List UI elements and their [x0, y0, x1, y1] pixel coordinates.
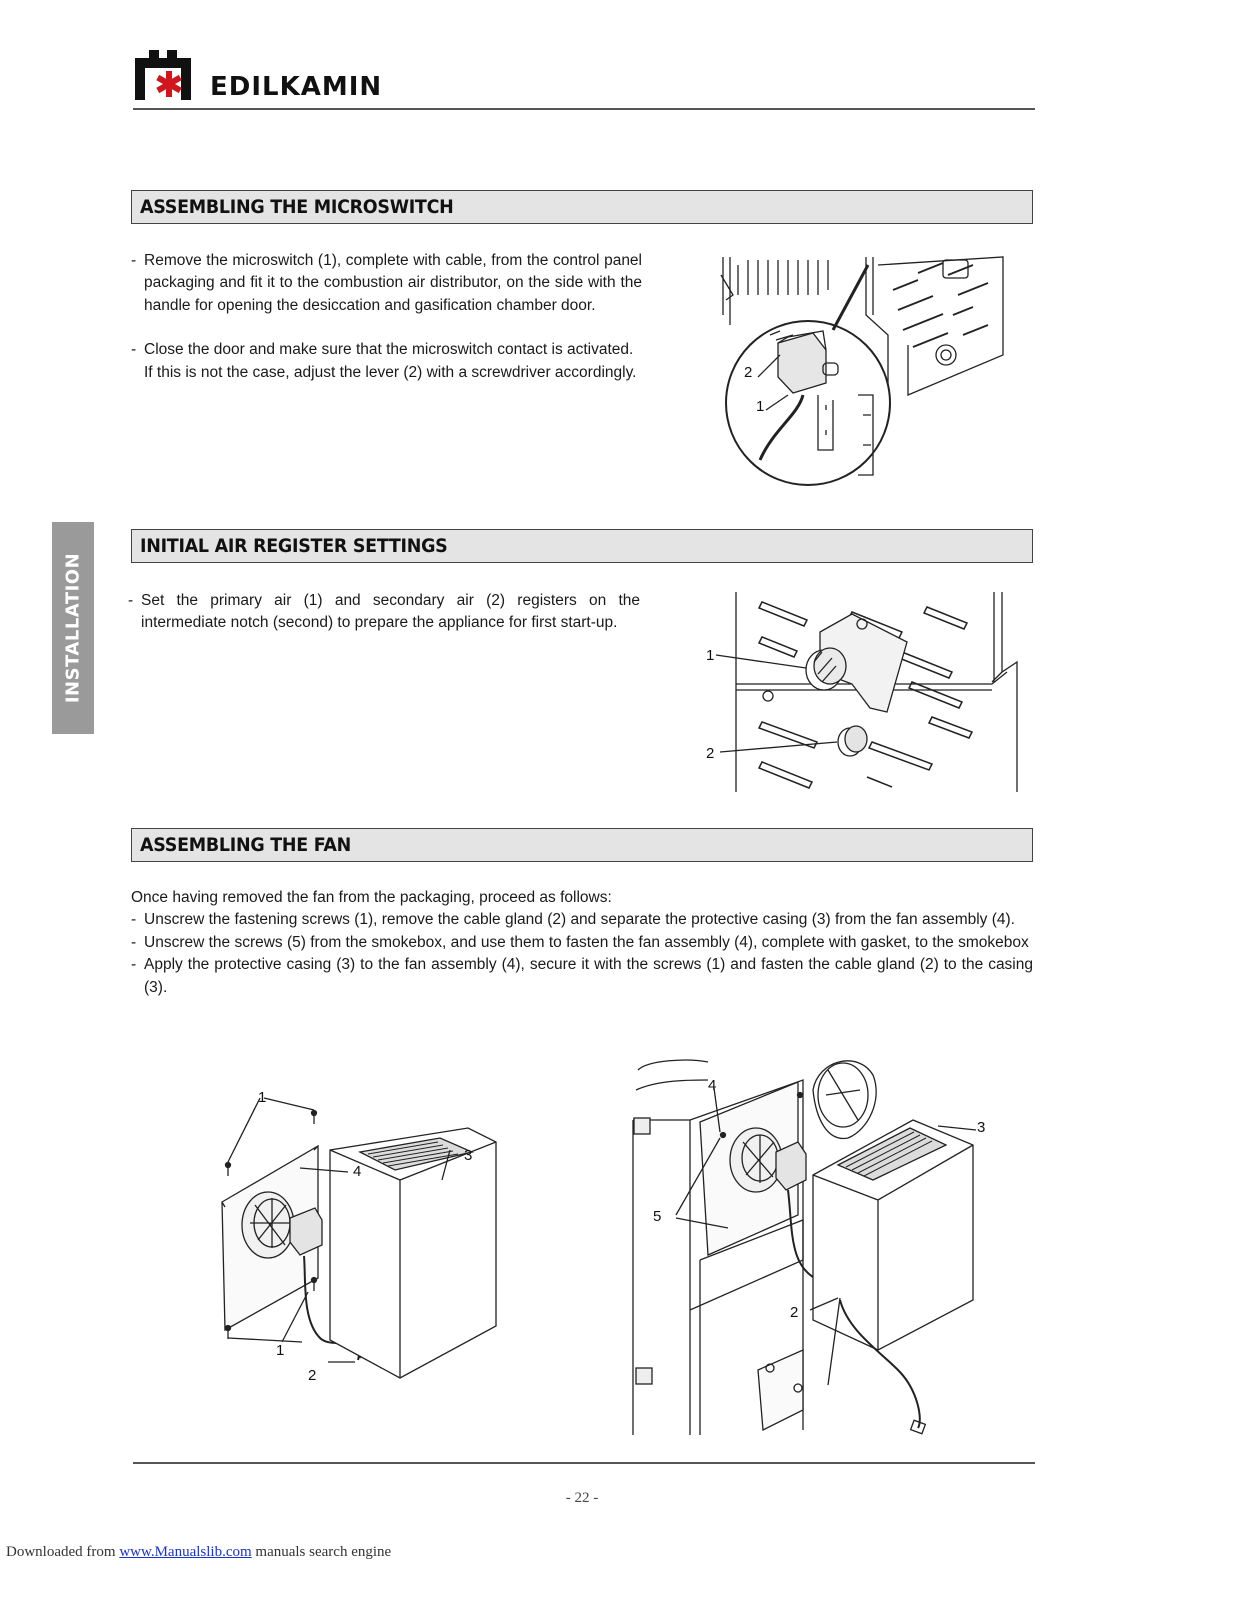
- list-item: - Close the door and make sure that the microswitch contact is activated. If this is not the case, adjust the lever (2) with a screwdriver accordingly.: [131, 341, 637, 381]
- list-item-text: Close the door and make sure that the microswitch contact is activated.: [144, 341, 634, 359]
- section-header-microswitch: [131, 190, 1033, 224]
- list-item: - Remove the microswitch (1), complete with cable, from the control panel packaging and fit it to the combustion air distributor, on the side with the handle for opening the desiccation and gasification chamber door.: [131, 252, 642, 314]
- section-header-fan: [131, 828, 1033, 862]
- callout-label: 2: [706, 745, 715, 762]
- list-item-text: Set the primary air (1) and secondary air (2) registers on the intermediate notch (second) to prepare the appliance for first start-up.: [141, 592, 640, 632]
- header-rule: [133, 108, 1035, 110]
- download-footer: [6, 1544, 391, 1561]
- section-header-air-register: [131, 529, 1033, 563]
- callout-label: 2: [744, 364, 753, 381]
- callout-label: 3: [464, 1147, 473, 1164]
- list-item-text: Unscrew the fastening screws (1), remove the cable gland (2) and separate the protective casing (3) from the fan assembly (4).: [144, 911, 1015, 929]
- side-tab-label: INSTALLATION: [62, 552, 84, 704]
- side-tab: [52, 522, 94, 734]
- footer-prefix: Downloaded from: [6, 1544, 120, 1560]
- section-title: INITIAL AIR REGISTER SETTINGS: [140, 535, 448, 557]
- list-item-text: Unscrew the screws (5) from the smokebox, and use them to fasten the fan assembly (4), complete with gasket, to the smokebox: [144, 933, 1029, 951]
- intro-text: Once having removed the fan from the packaging, proceed as follows:: [131, 889, 612, 906]
- callout-label: 2: [790, 1304, 799, 1321]
- air-register-figure: [702, 592, 1022, 794]
- callout-label: 2: [308, 1367, 317, 1384]
- callout-label: 1: [706, 647, 715, 664]
- edilkamin-logo-icon: [133, 48, 205, 100]
- fan-mounted-figure: [628, 1050, 1000, 1440]
- footer-suffix: manuals search engine: [251, 1544, 392, 1560]
- section-title: ASSEMBLING THE FAN: [140, 834, 351, 856]
- section-title: ASSEMBLING THE MICROSWITCH: [140, 196, 454, 218]
- footer-rule: [133, 1462, 1035, 1464]
- callout-label: 1: [258, 1089, 267, 1106]
- page-number: - 22 -: [565, 1490, 599, 1506]
- list-item: - Apply the protective casing (3) to the fan assembly (4), secure it with the screws (1) and fasten the cable gland (2) to the casing (3).: [131, 956, 1033, 996]
- list-item: - Unscrew the fastening screws (1), remove the cable gland (2) and separate the protective casing (3) from the fan assembly (4).: [131, 911, 1015, 929]
- callout-label: 4: [353, 1163, 362, 1180]
- air-register-instructions: [128, 590, 640, 635]
- fan-instructions: [131, 887, 1033, 999]
- brand-name: EDILKAMIN: [210, 72, 383, 102]
- manualslib-link[interactable]: www.Manualslib.com: [119, 1544, 252, 1560]
- callout-label: 1: [276, 1342, 285, 1359]
- callout-label: 4: [708, 1077, 717, 1094]
- microswitch-figure: [718, 255, 1013, 500]
- callout-label: 1: [756, 398, 765, 415]
- microswitch-instructions: [131, 250, 642, 384]
- list-item-text: Remove the microswitch (1), complete with cable, from the control panel packaging and fit it to the combustion air distributor, on the side with the handle for opening the desiccation and gasification chamber door.: [144, 252, 642, 314]
- list-item: - Set the primary air (1) and secondary air (2) registers on the intermediate notch (second) to prepare the appliance for first start-up.: [128, 592, 640, 632]
- callout-label: 5: [653, 1208, 662, 1225]
- list-item-text: If this is not the case, adjust the lever (2) with a screwdriver accordingly.: [144, 363, 637, 381]
- list-item: - Unscrew the screws (5) from the smokebox, and use them to fasten the fan assembly (4), complete with gasket, to the smokebox: [131, 933, 1029, 951]
- callout-label: 3: [977, 1119, 986, 1136]
- fan-exploded-figure: [210, 1080, 510, 1385]
- list-item-text: Apply the protective casing (3) to the fan assembly (4), secure it with the screws (1) and fasten the cable gland (2) to the casing (3).: [144, 956, 1033, 996]
